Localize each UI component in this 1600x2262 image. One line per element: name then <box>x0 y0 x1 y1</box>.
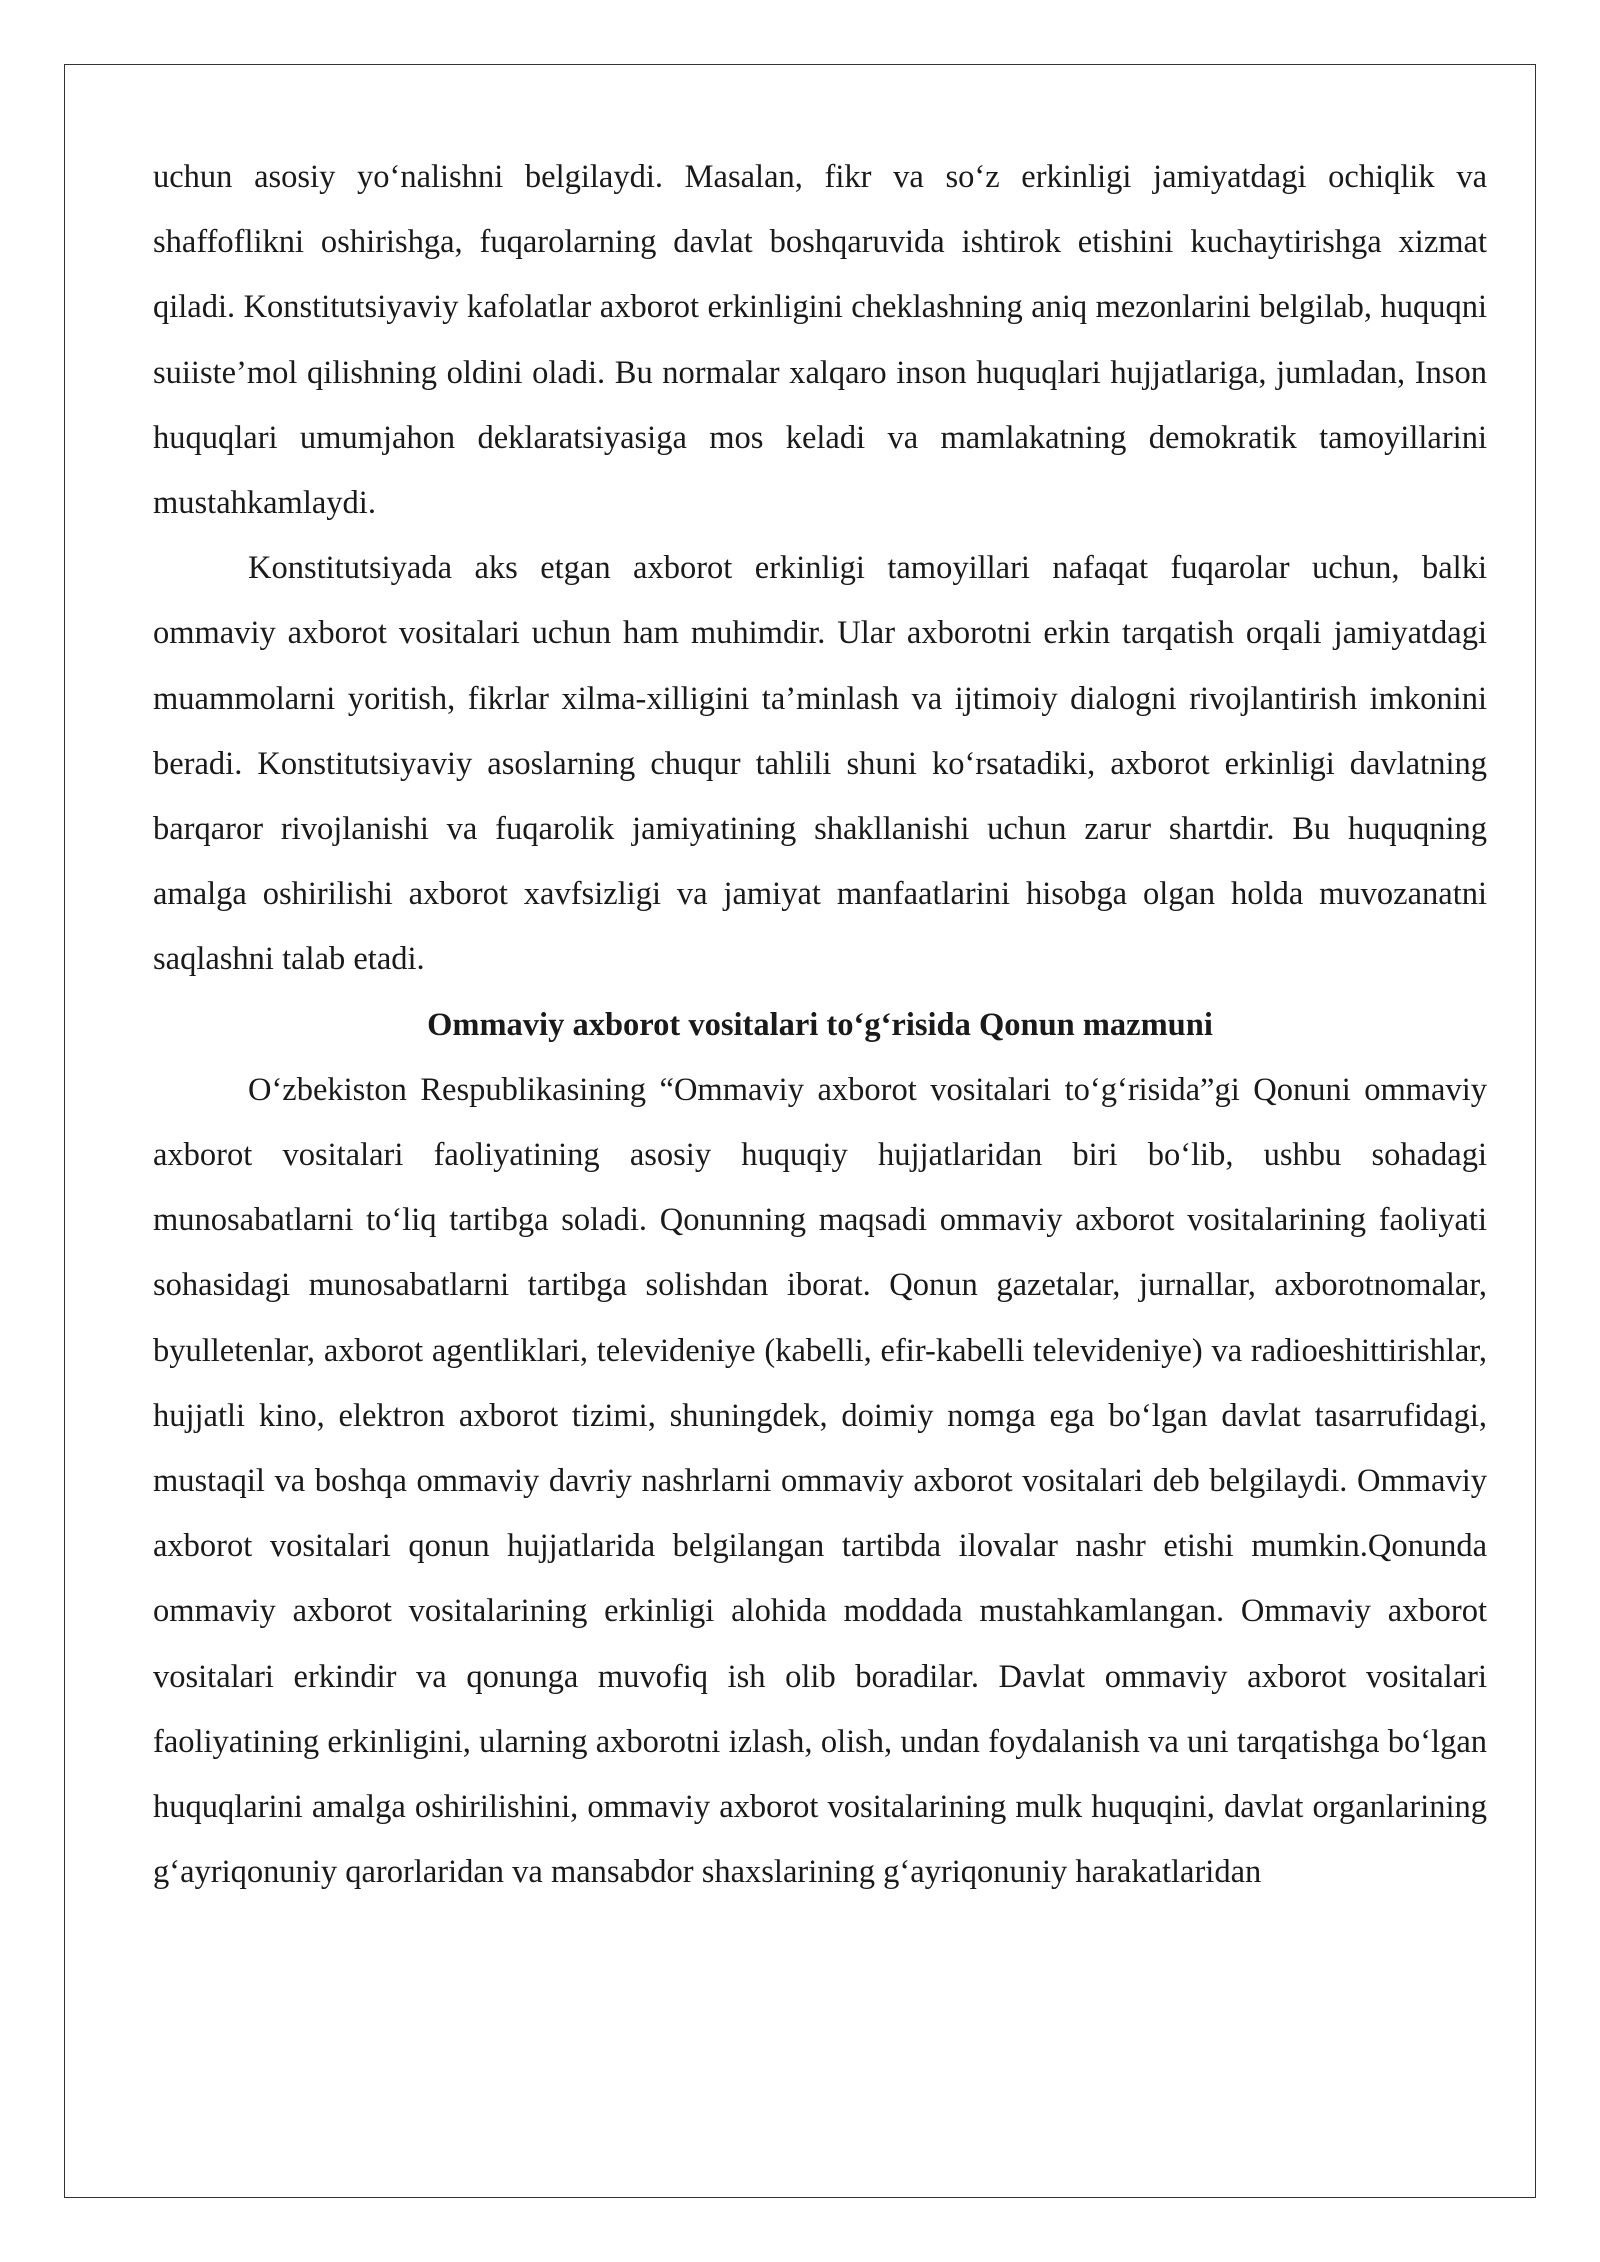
body-paragraph: Konstitutsiyada aks etgan axborot erkinligi tamoyillari nafaqat fuqarolar uchun, balki ommaviy axborot vositalari uchun ham muhimdir. Ular axborotni erkin tarqatish orqali jamiyatdagi muammolarni yoritish, fikrlar xilma-xilligini ta’minlash va ijtimoiy dialogni rivojlantirish imkonini beradi. Konstitutsiyaviy asoslarning chuqur tahlili shuni ko‘rsatadiki, axborot erkinligi davlatning barqaror rivojlanishi va fuqarolik jamiyatining shakllanishi uchun zarur shartdir. Bu huquqning amalga oshirilishi axborot xavfsizligi va jamiyat manfaatlarini hisobga olgan holda muvozanatni saqlashni talab etadi. <box>153 550 1487 978</box>
section-heading: Ommaviy axborot vositalari to‘g‘risida Qonun mazmuni <box>427 1006 1213 1043</box>
document-body <box>153 145 1487 1905</box>
body-paragraph: uchun asosiy yo‘nalishni belgilaydi. Masalan, fikr va so‘z erkinligi jamiyatdagi ochiqlik va shaffoflikni oshirishga, fuqarolarning davlat boshqaruvida ishtirok etishini kuchaytirishga xizmat qiladi. Konstitutsiyaviy kafolatlar axborot erkinligini cheklashning aniq mezonlarini belgilab, huquqni suiiste’mol qilishning oldini oladi. Bu normalar xalqaro inson huquqlari hujjatlariga, jumladan, Inson huquqlari umumjahon deklaratsiyasiga mos keladi va mamlakatning demokratik tamoyillarini mustahkamlaydi. <box>153 159 1487 522</box>
body-paragraph: O‘zbekiston Respublikasining “Ommaviy axborot vositalari to‘g‘risida”gi Qonuni ommaviy axborot vositalari faoliyatining asosiy huquqiy hujjatlaridan biri bo‘lib, ushbu sohadagi munosabatlarni to‘liq tartibga soladi. Qonunning maqsadi ommaviy axborot vositalarining faoliyati sohasidagi munosabatlarni tartibga solishdan iborat. Qonun gazetalar, jurnallar, axborotnomalar, byulletenlar, axborot agentliklari, televideniye (kabelli, efir-kabelli televideniye) va radioeshittirishlar, hujjatli kino, elektron axborot tizimi, shuningdek, doimiy nomga ega bo‘lgan davlat tasarrufidagi, mustaqil va boshqa ommaviy davriy nashrlarni ommaviy axborot vositalari deb belgilaydi. Ommaviy axborot vositalari qonun hujjatlarida belgilangan tartibda ilovalar nashr etishi mumkin.Qonunda ommaviy axborot vositalarining erkinligi alohida moddada mustahkamlangan. Ommaviy axborot vositalari erkindir va qonunga muvofiq ish olib boradilar. Davlat ommaviy axborot vositalari faoliyatining erkinligini, ularning axborotni izlash, olish, undan foydalanish va uni tarqatishga bo‘lgan huquqlarini amalga oshirilishini, ommaviy axborot vositalarining mulk huquqini, davlat organlarining g‘ayriqonuniy qarorlaridan va mansabdor shaxslarining g‘ayriqonuniy harakatlaridan <box>153 1071 1487 1891</box>
